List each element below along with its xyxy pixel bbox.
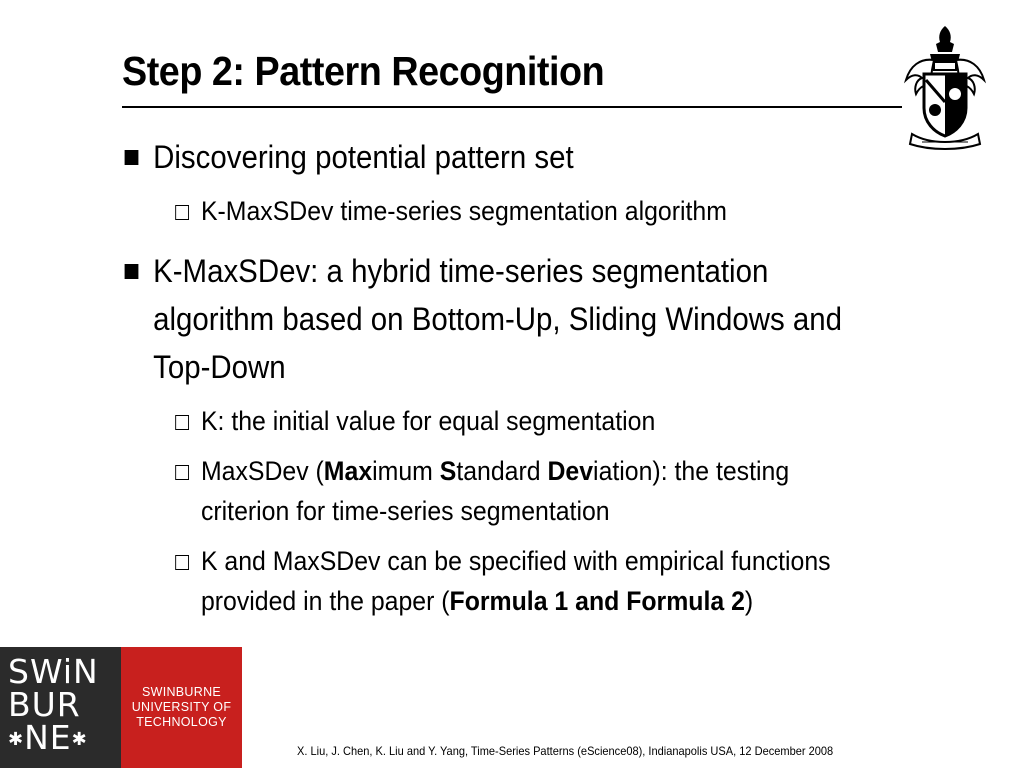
- logo-line-text: NE: [24, 718, 72, 757]
- logo-university-name: [121, 647, 242, 768]
- logo-text-line: SWINBURNE: [141, 685, 222, 699]
- logo-text-line: TECHNOLOGY: [136, 715, 227, 729]
- bold-run: Formula 1 and Formula 2: [449, 586, 745, 616]
- square-bullet-icon: [125, 150, 139, 165]
- sub-bullet-item: [175, 191, 874, 231]
- sub-bullet-text: K-MaxSDev time-series segmentation algorithm: [200, 196, 727, 226]
- footer-citation: X. Liu, J. Chen, K. Liu and Y. Yang, Time-Series Patterns (eScience08), Indianapolis USA, 12 December 2008: [297, 744, 834, 758]
- bullet-text: Discovering potential pattern set: [153, 139, 574, 175]
- slide-title: Step 2: Pattern Recognition: [122, 48, 605, 94]
- logo-wordmark: [0, 647, 121, 768]
- hollow-square-bullet-icon: [175, 465, 189, 480]
- sub-bullet-text: [201, 456, 789, 526]
- hollow-square-bullet-icon: [175, 415, 189, 430]
- logo-line: SWiN: [8, 652, 99, 691]
- square-bullet-icon: [125, 264, 139, 279]
- bullet-item: [120, 247, 874, 391]
- logo-line: [8, 718, 121, 757]
- sub-bullet-text: K: the initial value for equal segmentation: [200, 406, 656, 436]
- hollow-square-bullet-icon: [175, 555, 189, 570]
- hollow-square-bullet-icon: [175, 205, 189, 220]
- text-run: MaxSDev (: [200, 456, 324, 486]
- swinburne-logo: [0, 647, 242, 768]
- logo-line: BUR: [8, 685, 81, 724]
- text-run: iation): the testing criterion for time-series segmentation: [200, 456, 790, 526]
- text-run: imum: [372, 456, 440, 486]
- slide-content: [120, 133, 874, 631]
- sub-bullet-item: [175, 401, 874, 441]
- bold-run: Max: [323, 456, 373, 486]
- star-icon: ✱: [8, 729, 25, 750]
- title-divider: [122, 106, 902, 108]
- text-run: K and MaxSDev can be specified with empirical functions provided in the paper (: [200, 546, 831, 616]
- bullet-text: K-MaxSDev: a hybrid time-series segmentation algorithm based on Bottom-Up, Sliding Windows and Top-Down: [153, 253, 843, 385]
- bold-run: Dev: [547, 456, 594, 486]
- text-run: ): [744, 586, 754, 616]
- bullet-item: [120, 133, 874, 181]
- sub-bullet-text: [201, 546, 831, 616]
- bold-run: S: [439, 456, 457, 486]
- logo-text-line: UNIVERSITY OF: [131, 700, 232, 714]
- sub-bullet-item: [175, 451, 874, 531]
- sub-bullet-item: [175, 541, 874, 621]
- text-run: tandard: [456, 456, 548, 486]
- university-crest-icon: [900, 22, 990, 150]
- star-icon: ✱: [71, 729, 88, 750]
